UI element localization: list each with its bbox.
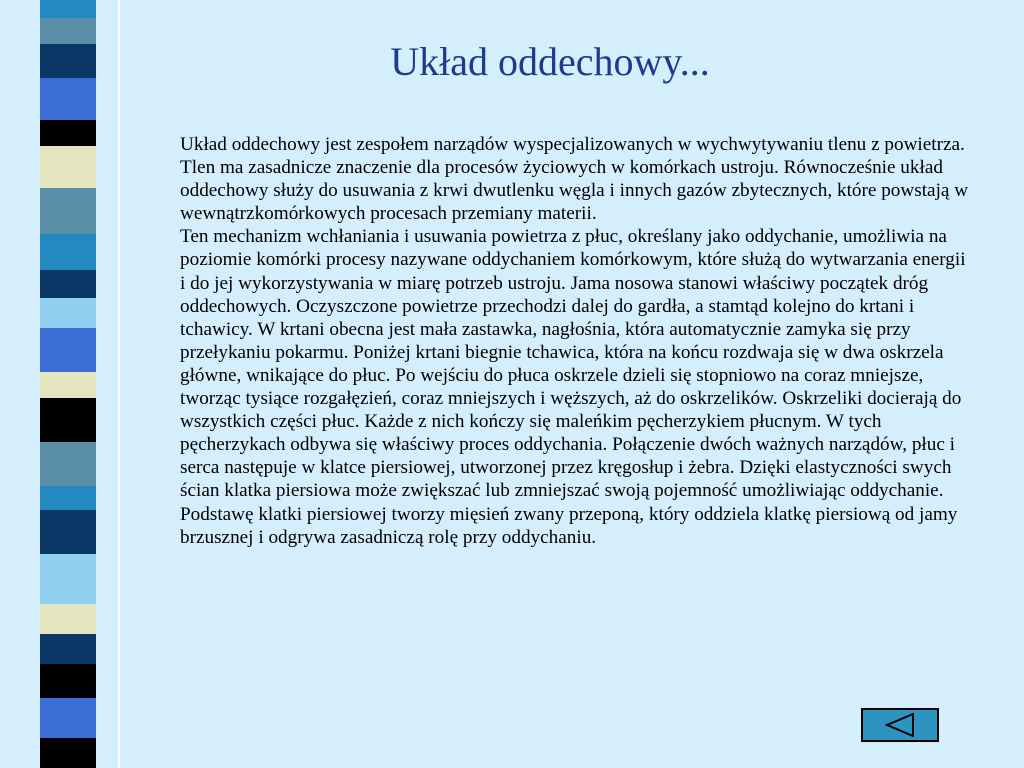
stripe-segment bbox=[40, 486, 96, 510]
triangle-left-icon bbox=[885, 713, 915, 737]
stripe-segment bbox=[40, 634, 96, 664]
decorative-stripe-column bbox=[40, 0, 96, 768]
stripe-segment bbox=[40, 18, 96, 44]
stripe-segment bbox=[40, 442, 96, 486]
stripe-segment bbox=[40, 604, 96, 634]
stripe-segment bbox=[40, 698, 96, 738]
stripe-segment bbox=[40, 328, 96, 372]
stripe-segment bbox=[40, 398, 96, 442]
stripe-segment bbox=[40, 554, 96, 604]
stripe-segment bbox=[40, 270, 96, 298]
stripe-segment bbox=[40, 738, 96, 768]
stripe-segment bbox=[40, 78, 96, 120]
stripe-segment bbox=[40, 510, 96, 554]
stripe-segment bbox=[40, 664, 96, 698]
previous-slide-button[interactable] bbox=[861, 708, 939, 742]
stripe-segment bbox=[40, 372, 96, 398]
margin-edge-line bbox=[118, 0, 120, 768]
stripe-segment bbox=[40, 298, 96, 328]
stripe-segment bbox=[40, 120, 96, 146]
stripe-segment bbox=[40, 146, 96, 188]
stripe-segment bbox=[40, 44, 96, 78]
stripe-segment bbox=[40, 0, 96, 18]
slide-body-text: Układ oddechowy jest zespołem narządów wyspecjalizowanych w wychwytywaniu tlenu z powietrza. Tlen ma zasadnicze znaczenie dla procesów życiowych w komórkach ustroju. Równocześnie układ oddechowy służy do usuwania z krwi dwutlenku węgla i innych gazów zbytecznych, które powstają w wewnątrzkomórkowych procesach przemiany materii. Ten mechanizm wchłaniania i usuwania powietrza z płuc, określany jako oddychanie, umożliwia na poziomie komórki procesy nazywane oddychaniem komórkowym, które służą do wytwarzania energii i do jej wykorzystywania w miarę potrzeb ustroju. Jama nosowa stanowi właściwy początek dróg oddechowych. Oczyszczone powietrze przechodzi dalej do gardła, a stamtąd kolejno do krtani i tchawicy. W krtani obecna jest mała zastawka, nagłośnia, która automatycznie zamyka się przy przełykaniu pokarmu. Poniżej krtani biegnie tchawica, która na końcu rozdwaja się w dwa oskrzela główne, wnikające do płuc. Po wejściu do płuca oskrzele dzieli się stopniowo na coraz mniejsze, tworząc tysiące rozgałęzień, coraz mniejszych i węższych, aż do oskrzelików. Oskrzeliki docierają do wszystkich części płuc. Każde z nich kończy się maleńkim pęcherzykiem płucnym. W tych pęcherzykach odbywa się właściwy proces oddychania. Połączenie dwóch ważnych narządów, płuc i serca następuje w klatce piersiowej, utworzonej przez kręgosłup i żebra. Dzięki elastyczności swych ścian klatka piersiowa może zwiększać lub zmniejszać swoją pojemność umożliwiając oddychanie. Podstawę klatki piersiowej tworzy mięsień zwany przeponą, który oddziela klatkę piersiową od jamy brzusznej i odgrywa zasadniczą rolę przy oddychaniu. bbox=[180, 134, 969, 548]
stripe-segment bbox=[40, 188, 96, 234]
stripe-segment bbox=[40, 234, 96, 270]
slide-title: Układ oddechowy... bbox=[390, 39, 710, 84]
